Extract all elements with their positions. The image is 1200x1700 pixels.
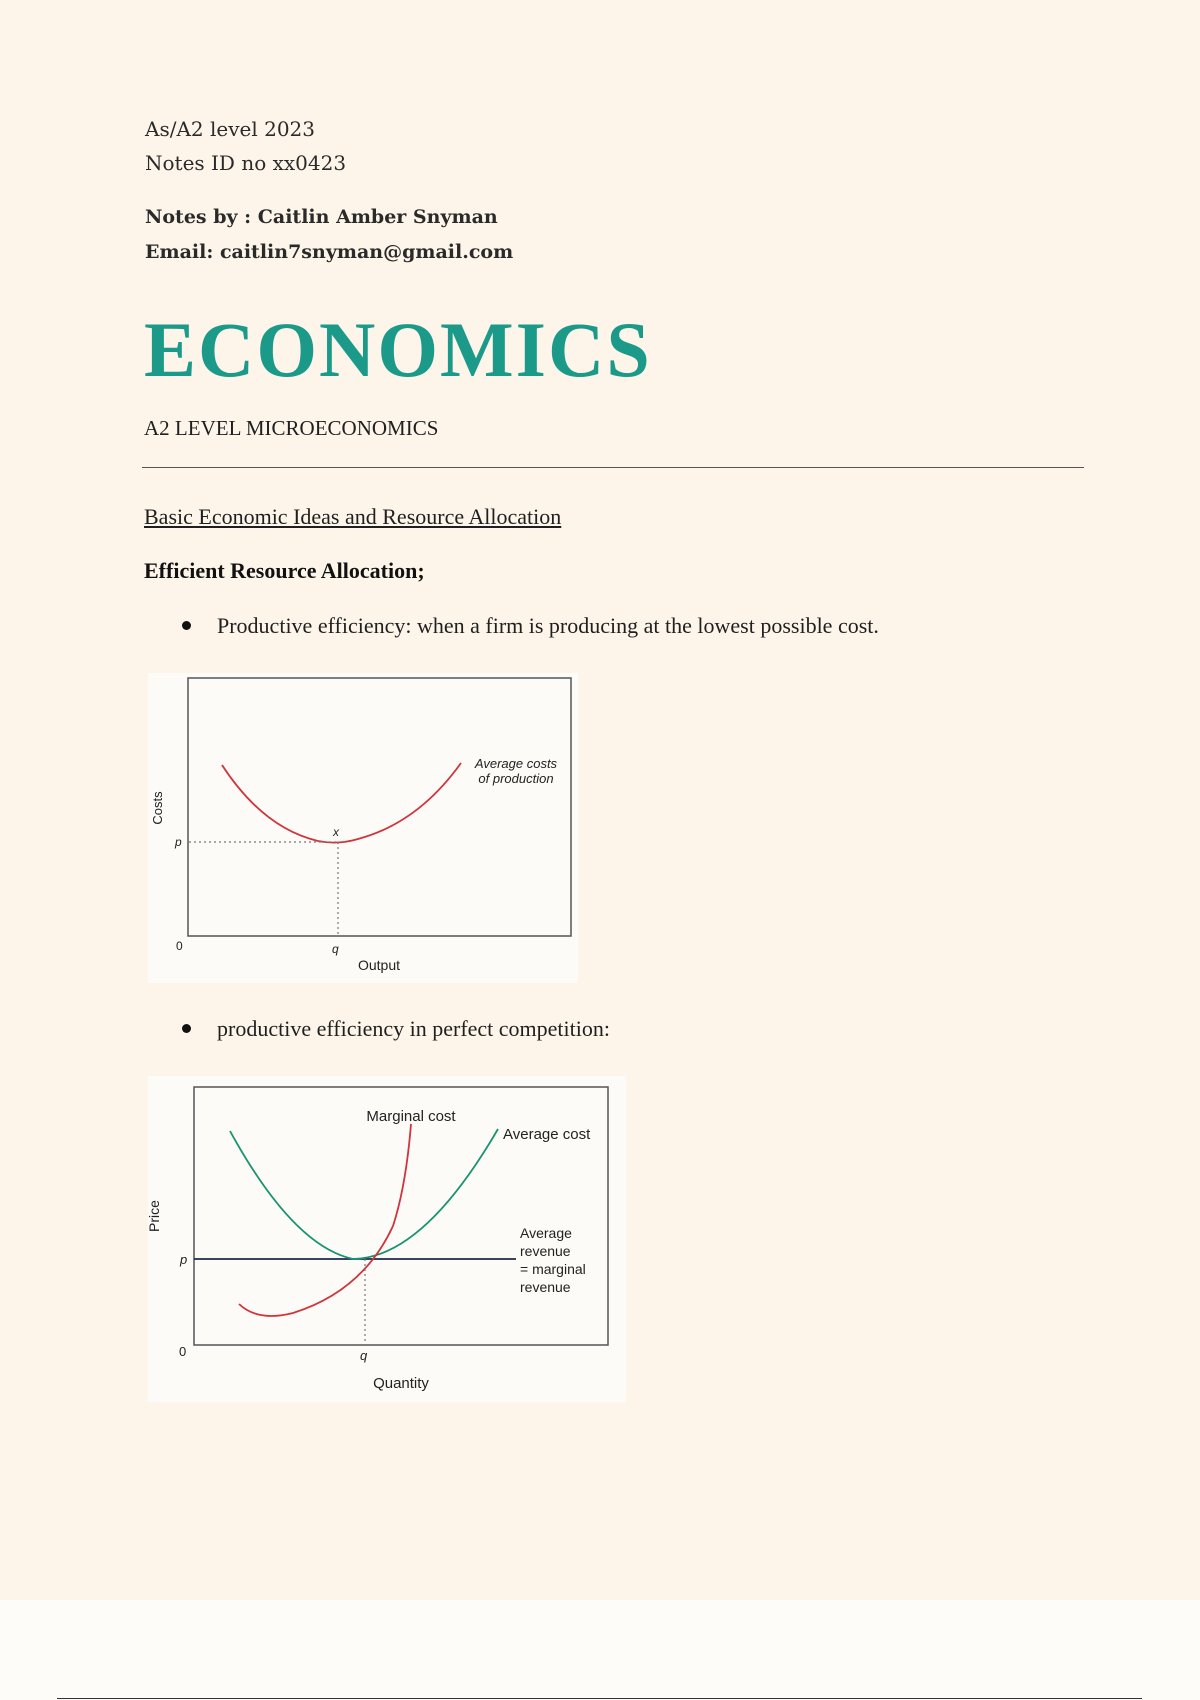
- chart-1-svg: [148, 673, 578, 983]
- chart-1-origin: 0: [176, 939, 183, 953]
- bullet-dot-icon: [182, 1024, 191, 1033]
- average-costs-label-line2: of production: [478, 771, 554, 786]
- document-title: ECONOMICS: [144, 306, 652, 393]
- author-text: Notes by : Caitlin Amber Snyman: [145, 206, 498, 228]
- document-subtitle: A2 LEVEL MICROECONOMICS: [144, 416, 439, 440]
- bullet-dot-icon: [182, 621, 191, 630]
- average-costs-label-line1: Average costs: [474, 756, 558, 771]
- ar-label-line2: revenue: [520, 1243, 571, 1259]
- bullet-text-1: Productive efficiency: when a firm is producing at the lowest possible cost.: [217, 613, 879, 638]
- average-cost-curve: [222, 763, 461, 843]
- chart-2-xlabel: Quantity: [373, 1375, 429, 1392]
- notes-id-text: Notes ID no xx0423: [145, 151, 347, 175]
- bullet-item-2: [182, 1016, 610, 1042]
- chart-1-xlabel: Output: [357, 957, 401, 973]
- ar-label-line3: = marginal: [520, 1261, 586, 1277]
- level-text: As/A2 level 2023: [145, 117, 315, 141]
- chart-1-frame: [188, 678, 571, 936]
- section-heading: Efficient Resource Allocation;: [144, 558, 425, 583]
- min-point-label: x: [333, 825, 339, 839]
- chart-average-cost: [148, 673, 578, 983]
- chart-1-p-tick: p: [175, 835, 182, 849]
- chart-2-origin: 0: [179, 1344, 187, 1359]
- marginal-cost-curve: [239, 1124, 411, 1316]
- section-link[interactable]: Basic Economic Ideas and Resource Allocation: [144, 504, 562, 529]
- average-cost-curve-2: [230, 1129, 498, 1259]
- chart-2-svg: [148, 1076, 626, 1402]
- bullet-item-1: [182, 613, 879, 639]
- email-text: Email: caitlin7snyman@gmail.com: [145, 241, 514, 263]
- chart-2-p-tick: p: [180, 1252, 188, 1267]
- marginal-cost-label: Marginal cost: [366, 1108, 456, 1125]
- bullet-text-2: productive efficiency in perfect competition:: [217, 1016, 610, 1041]
- chart-1-ylabel: Costs: [150, 791, 165, 825]
- chart-perfect-competition: [148, 1076, 626, 1402]
- chart-1-q-tick: q: [332, 942, 339, 956]
- chart-2-ylabel: Price: [146, 1200, 162, 1232]
- chart-2-q-tick: q: [360, 1348, 368, 1363]
- average-cost-label: Average cost: [503, 1126, 591, 1143]
- ar-label-line1: Average: [520, 1225, 572, 1241]
- divider: [142, 467, 1084, 468]
- ar-label-line4: revenue: [520, 1279, 571, 1295]
- footer-divider: [57, 1698, 1142, 1699]
